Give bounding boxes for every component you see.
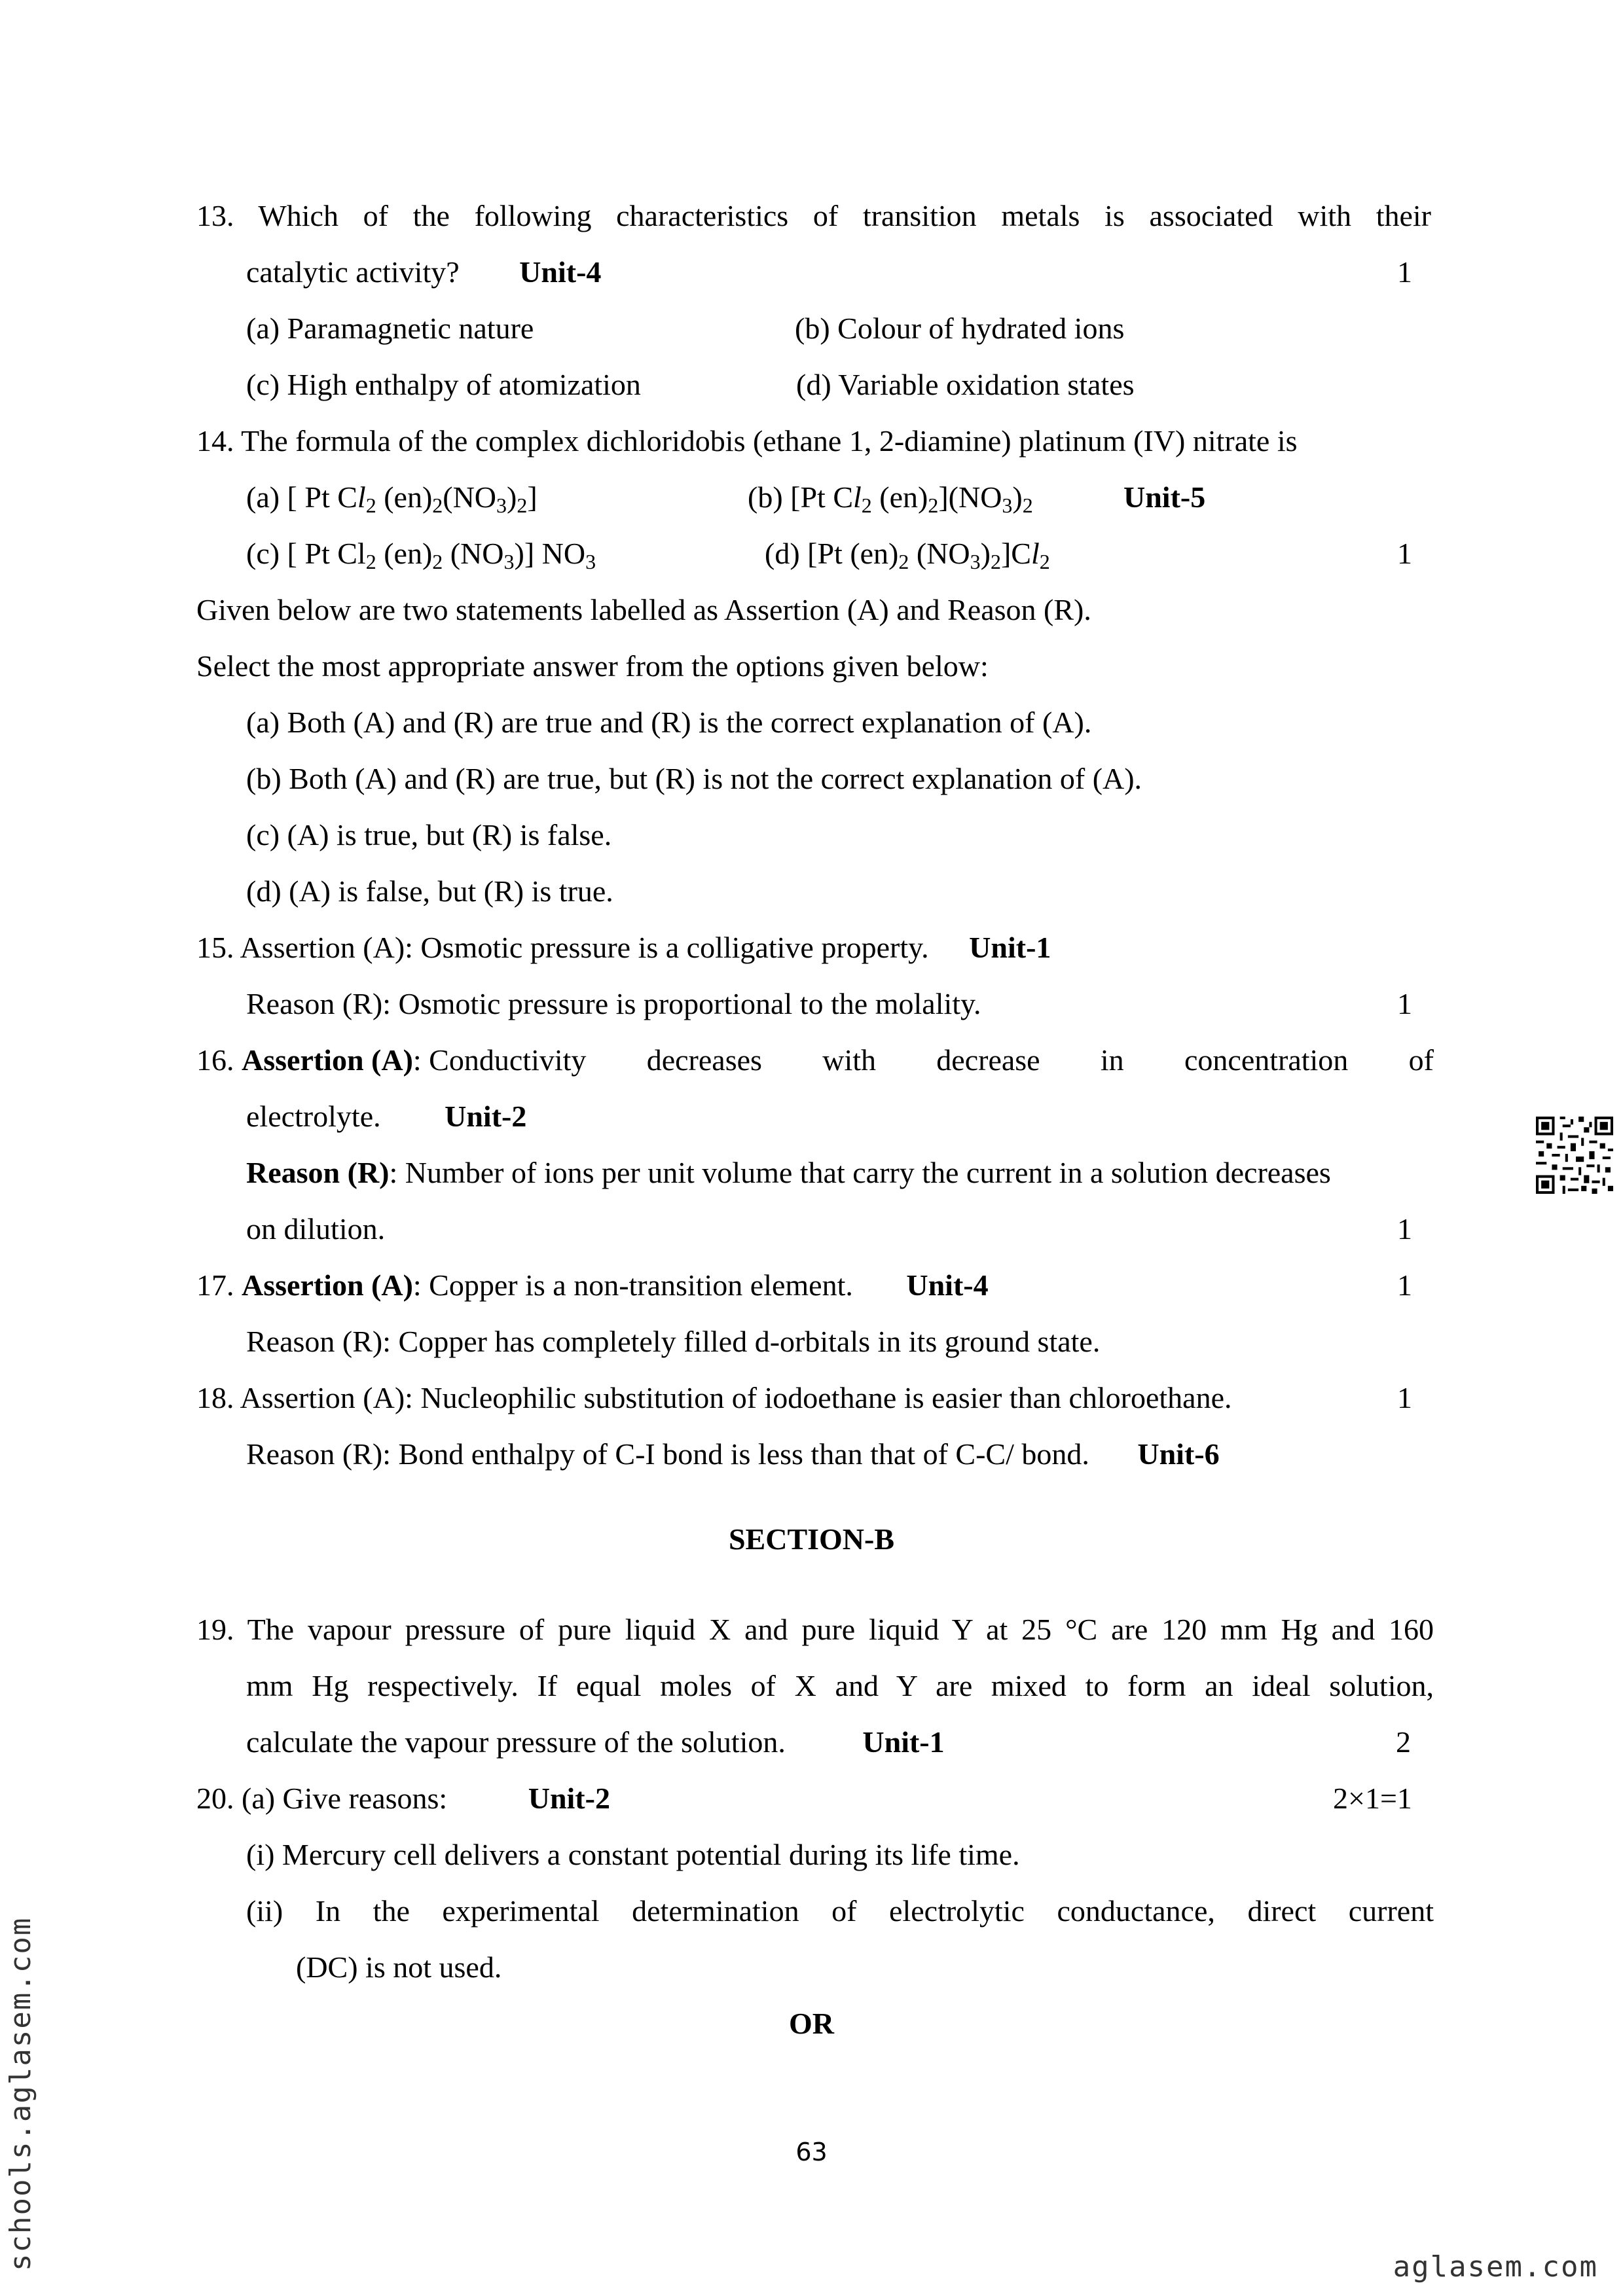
q18-assertion: 18. Assertion (A): Nucleophilic substitution of iodoethane is easier than chloroethane. [196,1381,1232,1414]
q15-assertion [196,928,1051,967]
q17-assertion [196,1266,989,1305]
q16-reason [246,1153,1331,1193]
q20-part-i: (i) Mercury cell delivers a constant potential during its life time. [246,1838,1020,1871]
q19-line3 [246,1723,945,1762]
q16-reason-label: Reason (R) [246,1156,390,1189]
q19-unit: Unit-1 [862,1725,945,1759]
q14-unit: Unit-5 [1123,480,1206,514]
q14-option-c: (c) [ Pt $Cl_2$ $(en)_2$ $(NO_3)$] $NO_3$ [246,537,596,573]
instructions-option-b: (b) Both (A) and (R) are true, but (R) is not the correct explanation of (A). [246,762,1142,795]
q20-line1 [196,1779,610,1818]
q16-assertion-label: Assertion (A) [242,1043,413,1077]
q16-number: 16. [196,1043,234,1077]
or-separator: OR [789,2007,834,2040]
qr-code [1536,1117,1613,1194]
q16-line2-text: electrolyte. [246,1100,381,1133]
q18-reason-text: Reason (R): Bond enthalpy of C-I bond is less than that of C-C/ bond. [246,1437,1089,1471]
q18-unit: Unit-6 [1137,1437,1220,1471]
q17-assertion-text: : Copper is a non-transition element. [412,1268,853,1302]
q14-option-a: (a) [ Pt $Cl_2$ $(en)_2(NO_3)_2$] [246,480,538,517]
q16-word-6: concentration [1184,1043,1349,1077]
q17-number: 17. [196,1268,234,1302]
q17-reason: Reason (R): Copper has completely filled d-orbitals in its ground state. [246,1325,1101,1358]
q16-word-1: : Conductivity [412,1043,587,1077]
watermark-bottom-text: aglasem.com [1393,2250,1598,2284]
instructions-option-d: (d) (A) is false, but (R) is true. [246,874,613,908]
q13-option-d: (d) Variable oxidation states [796,368,1135,401]
q20-part-ii-line2: (DC) is not used. [296,1950,502,1984]
q16-word-5: in [1100,1043,1124,1077]
q13-line1: 13. Which of the following characteristics of transition metals is associated with their [196,199,1431,232]
q16-line2 [246,1097,526,1136]
instructions-option-a: (a) Both (A) and (R) are true and (R) is the correct explanation of (A). [246,706,1092,739]
q17-assertion-label: Assertion (A) [242,1268,413,1302]
q16-word-7: of [1408,1043,1434,1077]
q19-line1: 19. The vapour pressure of pure liquid X and pure liquid Y at 25 °C are 120 mm Hg and 160 [196,1613,1434,1646]
q16-line4: on dilution. [246,1212,386,1246]
q16-reason-text: : Number of ions per unit volume that carry the current in a solution decreases [389,1156,1331,1189]
q16-word-2: decreases [646,1043,762,1077]
q20-unit: Unit-2 [528,1782,610,1815]
q15-unit: Unit-1 [969,931,1051,964]
q19-line3-text: calculate the vapour pressure of the solution. [246,1725,786,1759]
q14-line1: 14. The formula of the complex dichloridobis (ethane 1, 2-diamine) platinum (IV) nitrate is [196,424,1298,457]
q13-line2-text: catalytic activity? [246,255,460,289]
q15-assertion-text: 15. Assertion (A): Osmotic pressure is a colligative property. [196,931,929,964]
q17-unit: Unit-4 [906,1268,989,1302]
q16-assertion-lead [196,1041,586,1080]
q16-line1 [196,1041,1434,1080]
q16-unit: Unit-2 [445,1100,527,1133]
q13-marks: 1 [1397,255,1412,289]
q19-line2: mm Hg respectively. If equal moles of X and Y are mixed to form an ideal solution, [246,1669,1434,1702]
q13-option-c: (c) High enthalpy of atomization [246,368,641,401]
q18-reason [246,1435,1220,1474]
q13-option-a: (a) Paramagnetic nature [246,312,534,345]
page-number: 63 [795,2138,828,2166]
section-b-heading: SECTION-B [728,1522,895,1556]
instructions-line1: Given below are two statements labelled as Assertion (A) and Reason (R). [196,593,1091,626]
q14-marks: 1 [1397,537,1412,570]
q14-option-d: (d) [Pt $(en)_2$ $(NO_3)_2]Cl_2$ [765,537,1050,573]
q13-option-b: (b) Colour of hydrated ions [795,312,1125,345]
q13-unit: Unit-4 [519,255,602,289]
q16-word-4: decrease [936,1043,1040,1077]
watermark-side-text: schools.aglasem.com [4,1916,37,2271]
q13-line2 [246,253,601,292]
q14-option-b: (b) [Pt $Cl_2$ $(en)_2](NO_3)_2$ [748,480,1033,517]
instructions-line2: Select the most appropriate answer from the options given below: [196,649,989,683]
q15-marks: 1 [1397,987,1412,1020]
q16-marks: 1 [1397,1212,1412,1246]
q15-reason: Reason (R): Osmotic pressure is proportional to the molality. [246,987,981,1020]
q20-part-ii-line1: (ii) In the experimental determination of electrolytic conductance, direct current [246,1894,1434,1928]
q18-marks: 1 [1397,1381,1412,1414]
q19-marks: 2 [1396,1725,1411,1759]
q17-marks: 1 [1397,1268,1412,1302]
q16-word-3: with [822,1043,876,1077]
q20-line1-text: 20. (a) Give reasons: [196,1782,448,1815]
instructions-option-c: (c) (A) is true, but (R) is false. [246,818,612,852]
q20-marks: 2×1=1 [1333,1782,1412,1815]
